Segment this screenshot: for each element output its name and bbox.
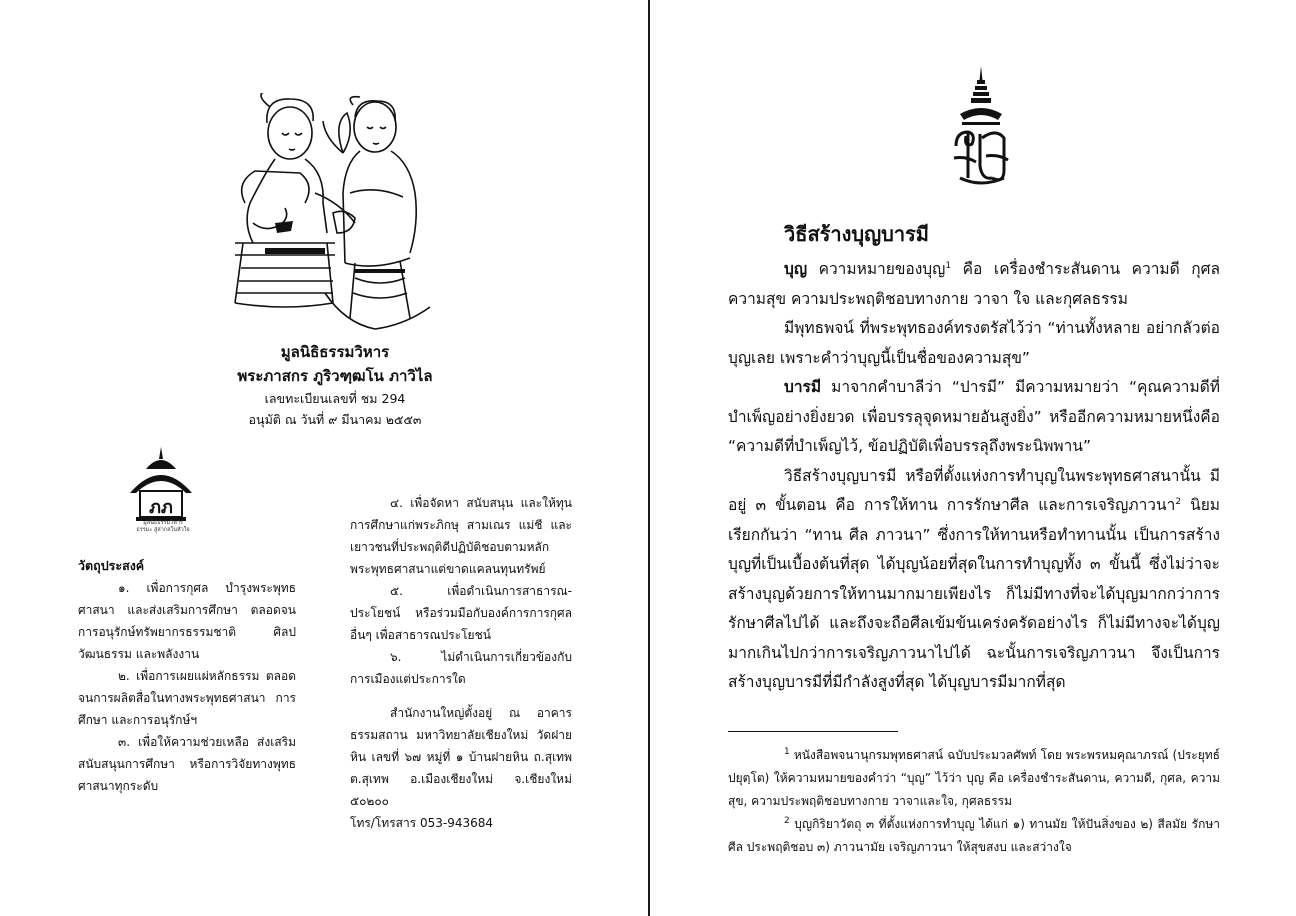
page-divider — [648, 0, 650, 916]
objective-4: ๔. เพื่อจัดหา สนับสนุน และให้ทุนการศึกษาแก่พระภิกษุ สามเณร แม่ชี และเยาวชนที่ประพฤติดีปฏิบัติชอบตามหลักพระพุทธศาสนาแต่ขาดแคลนทุนทรัพย์ — [350, 496, 572, 576]
method-lead: วิธีสร้างบุญบารมี หรือที่ตั้งแห่งการทำบุญในพระพุทธศาสนานั้น มีอยู่ ๓ ขั้นตอน คือ การให้ทาน การรักษาศีล และการเจริญภาวนา — [728, 466, 1220, 514]
footnote-ref-1[interactable]: 1 — [945, 260, 952, 271]
objectives-column-left — [78, 577, 296, 797]
footnote-1 — [728, 744, 1220, 813]
objective-6: ๖. ไม่ดำเนินการเกี่ยวข้องกับการเมืองแต่ประการใด — [350, 650, 572, 686]
objective-5: ๕. เพื่อดำเนินการสาธารณ-ประโยชน์ หรือร่วมมือกับองค์การการกุศลอื่นๆ เพื่อสาธารณประโยชน์ — [350, 584, 572, 642]
paragraph-buddha-quote: มีพุทธพจน์ ที่พระพุทธองค์ทรงตรัสไว้ว่า “ท่านทั้งหลาย อย่ากลัวต่อบุญเลย เพราะคำว่าบุญนี้เป็นชื่อของความสุข” — [728, 319, 1220, 367]
footnote-1-text: หนังสือพจนานุกรมพุทธศาสน์ ฉบับประมวลศัพท์ โดย พระพรหมคุณาภรณ์ (ประยุทธ์ ปยุตฺโต) ให้ความหมายของคำว่า “บุญ” ไว้ว่า บุญ คือ เครื่องชำระสันดาน, ความดี, กุศล, ความสุข, ความประพฤติชอบทางกาย วาจาและใจ, กุศลธรรม — [728, 748, 1220, 808]
method-rest: นิยมเรียกกันว่า “ทาน ศีล ภาวนา” ซึ่งการให้ทานหรือทำทานนั้น เป็นการสร้างบุญที่เป็นเบื้องต้นที่สุด ได้บุญน้อยที่สุดในการทำบุญทั้ง ๓ ขั้นนี้ ซึ่งไม่ว่าจะสร้างบุญด้วยการให้ทานมากมายเพียงไร ก็ไม่มีทางที่จะได้บุญมากกว่าการรักษาศีลไปได้ และถึงจะถือศีลเข้มข้นเคร่งครัดอย่างไร ก็ไม่มีทางจะได้บุญมากเกินไปกว่าการเจริญภาวนาไปได้ ฉะนั้นการเจริญภาวนา จึงเป็นการสร้างบุญบารมีที่มีกำลังสูงที่สุด ได้บุญบารมีมากที่สุด — [728, 496, 1220, 691]
paragraph-merit — [728, 255, 1220, 314]
term-parami: บารมี — [784, 378, 822, 396]
objectives-column-right — [350, 492, 572, 834]
footnote-ref-2[interactable]: 2 — [1175, 496, 1182, 507]
foundation-name: มูลนิธิธรรมวิหาร — [280, 343, 390, 361]
royal-emblem-icon — [946, 66, 1016, 191]
phone-number: โทร/โทรสาร 053-943684 — [350, 816, 494, 830]
objective-2: ๒. เพื่อการเผยแผ่หลักธรรม ตลอดจนการผลิตสื่อในทางพระพุทธศาสนา การศึกษา และการอนุรักษ์ฯ — [78, 669, 296, 727]
approval-date: อนุมัติ ณ วันที่ ๙ มีนาคม ๒๕๕๓ — [248, 412, 422, 427]
paragraph-method — [728, 462, 1220, 698]
logo-caption-motto: ธรรมะ สู่สากลในหัวใจ — [136, 527, 190, 533]
objective-3: ๓. เพื่อให้ความช่วยเหลือ ส่งเสริม สนับสนุนการศึกษา หรือการวิจัยทางพุทธศาสนาทุกระดับ — [78, 735, 296, 793]
logo-caption-name: มูลนิธิธรรมวิหาร — [143, 520, 183, 526]
article-body — [728, 255, 1220, 698]
paragraph-parami — [728, 373, 1220, 462]
objective-1: ๑. เพื่อการกุศล บำรุงพระพุทธศาสนา และส่งเสริมการศึกษา ตลอดจนการอนุรักษ์ทรัพยากรธรรมชาติ ศิลปวัฒนธรรม และพลังงาน — [78, 581, 296, 661]
footnote-2-marker: 2 — [784, 816, 790, 826]
foundation-info — [195, 340, 475, 430]
footnote-2 — [728, 813, 1220, 859]
term-merit: บุญ — [784, 260, 808, 278]
footnote-2-text: บุญกิริยาวัตถุ ๓ ที่ตั้งแห่งการทำบุญ ได้แก่ ๑) ทานมัย ให้ปันสิ่งของ ๒) สีลมัย รักษาศีล ประพฤติชอบ ๓) ภาวนามัย เจริญภาวนา ให้สุขสงบ และสว่างใจ — [728, 817, 1220, 854]
monk-name: พระภาสกร ภูริวฑฺฒโน ภาวิไล — [237, 367, 433, 385]
office-address: สำนักงานใหญ่ตั้งอยู่ ณ อาคารธรรมสถาน มหาวิทยาลัยเชียงใหม่ วัดฝายหิน เลขที่ ๖๗ หมู่ที่ ๑ บ้านฝายหิน ถ.สุเทพ ต.สุเทพ อ.เมืองเชียงใหม่ จ.เชียงใหม่ ๕๐๒๐๐ — [350, 706, 572, 808]
footnotes — [728, 744, 1220, 859]
merit-meaning-lead: ความหมายของบุญ — [807, 260, 946, 278]
couple-illustration — [205, 93, 465, 333]
logo-caption — [108, 520, 218, 534]
article-title: วิธีสร้างบุญบารมี — [784, 222, 929, 246]
logo-text: ภภ — [149, 497, 173, 518]
footnote-separator — [728, 731, 898, 732]
parami-meaning: มาจากคำบาลีว่า “ปารมี” มีความหมายว่า “คุณความดีที่บำเพ็ญอย่างยิ่งยวด เพื่อบรรลุจุดหมายอันสูงยิ่ง” หรืออีกความหมายหนึ่งคือ “ความดีที่บำเพ็ญไว้, ข้อปฏิบัติเพื่อบรรลุถึงพระนิพพาน” — [728, 378, 1220, 455]
objectives-heading: วัตถุประสงค์ — [78, 558, 145, 573]
merit-meaning-rest: คือ เครื่องชำระสันดาน ความดี กุศล ความสุข ความประพฤติชอบทางกาย วาจา ใจ และกุศลธรรม — [728, 260, 1220, 308]
registration-number: เลขทะเบียนเลขที่ ชม 294 — [264, 391, 406, 406]
footnote-1-marker: 1 — [784, 747, 790, 757]
